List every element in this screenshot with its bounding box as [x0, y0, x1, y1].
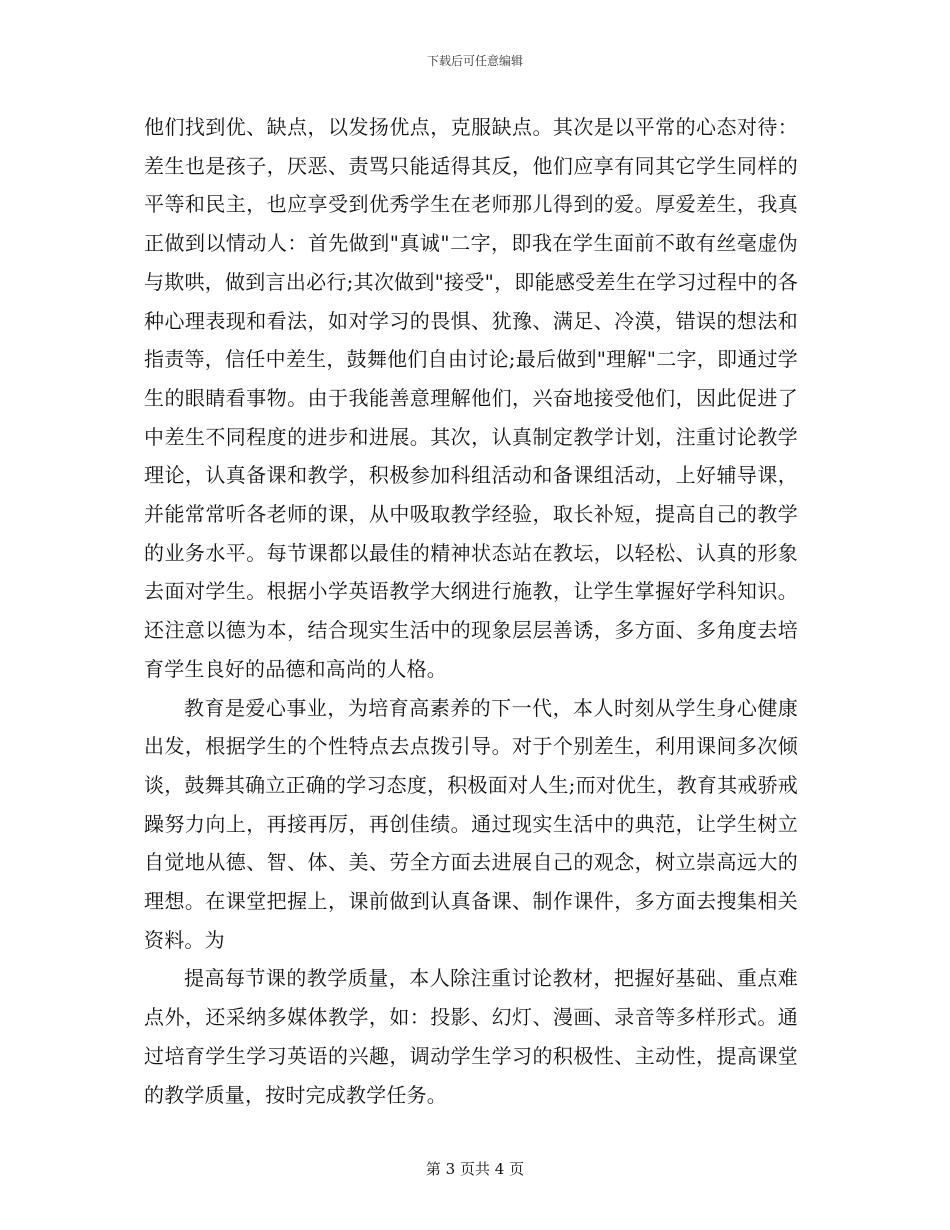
paragraph-2: 教育是爱心事业，为培育高素养的下一代，本人时刻从学生身心健康出发，根据学生的个性特点去点拨引导。对于个别差生，利用课间多次倾谈，鼓舞其确立正确的学习态度，积极面对人生;而对优生，教育其戒骄戒躁努力向上，再接再厉，再创佳绩。通过现实生活中的典范，让学生树立自觉地从德、智、体、美、劳全方面去进展自己的观念，树立崇高远大的理想。在课堂把握上，课前做到认真备课、制作课件，多方面去搜集相关资料。为: [144, 695, 798, 952]
page-number-footer: 第 3 页共 4 页: [425, 1160, 525, 1178]
paragraph-3: 提高每节课的教学质量，本人除注重讨论教材，把握好基础、重点难点外，还采纳多媒体教学，如：投影、幻灯、漫画、录音等多样形式。通过培育学生学习英语的兴趣，调动学生学习的积极性、主动性，提高课堂的教学质量，按时完成教学任务。: [144, 966, 798, 1107]
document-body: [144, 108, 798, 1114]
header-note: 下载后可任意编辑: [426, 54, 523, 68]
paragraph-1: 他们找到优、缺点，以发扬优点，克服缺点。其次是以平常的心态对待：差生也是孩子，厌恶、责骂只能适得其反，他们应享有同其它学生同样的平等和民主，也应享受到优秀学生在老师那儿得到的爱。厚爱差生，我真正做到以情动人：首先做到"真诚"二字，即我在学生面前不敢有丝毫虚伪与欺哄，做到言出必行;其次做到"接受"，即能感受差生在学习过程中的各种心理表现和看法，如对学习的畏惧、犹豫、满足、冷漠，错误的想法和指责等，信任中差生，鼓舞他们自由讨论;最后做到"理解"二字，即通过学生的眼睛看事物。由于我能善意理解他们，兴奋地接受他们，因此促进了中差生不同程度的进步和进展。其次，认真制定教学计划，注重讨论教学理论，认真备课和教学，积极参加科组活动和备课组活动，上好辅导课，并能常常听各老师的课，从中吸取教学经验，取长补短，提高自己的教学的业务水平。每节课都以最佳的精神状态站在教坛，以轻松、认真的形象去面对学生。根据小学英语教学大纲进行施教，让学生掌握好学科知识。还注意以德为本，结合现实生活中的现象层层善诱，多方面、多角度去培育学生良好的品德和高尚的人格。: [144, 115, 798, 681]
